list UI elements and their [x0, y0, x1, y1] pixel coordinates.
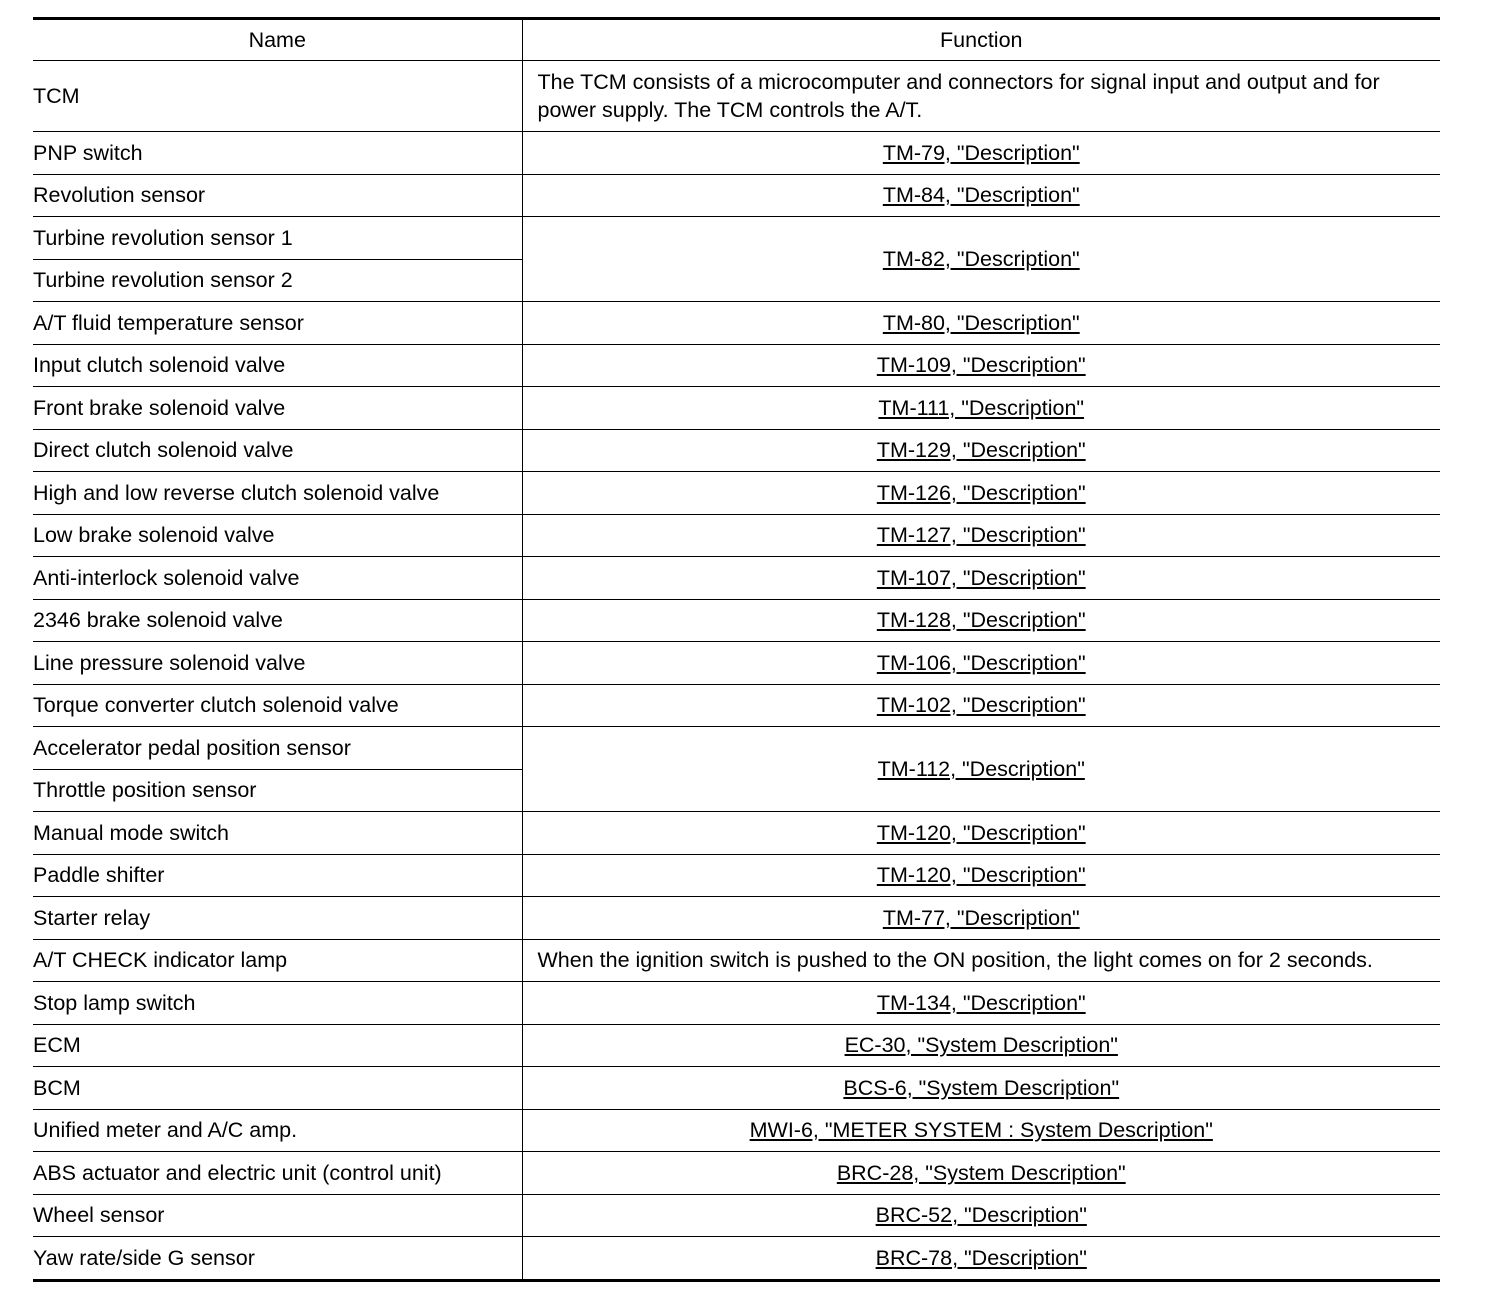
function-cell: [522, 514, 1440, 557]
reference-link[interactable]: TM-82, "Description": [882, 247, 1080, 271]
table-row: [33, 429, 1440, 472]
table-row: [33, 61, 1440, 132]
component-name: ECM: [33, 1024, 522, 1067]
table-header-row: [33, 19, 1440, 61]
table-row: [33, 897, 1440, 940]
component-name: Front brake solenoid valve: [33, 387, 522, 430]
table-row: [33, 557, 1440, 600]
component-name: Starter relay: [33, 897, 522, 940]
reference-link[interactable]: BCS-6, "System Description": [843, 1075, 1120, 1100]
component-name: Line pressure solenoid valve: [33, 642, 522, 685]
component-name: PNP switch: [33, 132, 522, 175]
function-cell: [522, 1109, 1440, 1152]
function-cell: [522, 897, 1440, 940]
component-name: Input clutch solenoid valve: [33, 344, 522, 387]
function-cell: [522, 174, 1440, 217]
reference-link[interactable]: EC-30, "System Description": [844, 1033, 1118, 1058]
column-header-function: Function: [522, 19, 1440, 61]
component-name: A/T fluid temperature sensor: [33, 302, 522, 345]
table-row: [33, 344, 1440, 387]
function-cell: [522, 812, 1440, 855]
table-row: [33, 472, 1440, 515]
function-cell: [522, 344, 1440, 387]
function-cell: [522, 217, 1440, 302]
component-name: Manual mode switch: [33, 812, 522, 855]
table-row: [33, 854, 1440, 897]
table-row: [33, 982, 1440, 1025]
component-name: TCM: [33, 61, 522, 132]
table-row: [33, 514, 1440, 557]
component-name: Stop lamp switch: [33, 982, 522, 1025]
component-name: 2346 brake solenoid valve: [33, 599, 522, 642]
reference-link[interactable]: TM-80, "Description": [882, 310, 1080, 335]
table-row: [33, 387, 1440, 430]
component-function-table: [33, 17, 1440, 1282]
reference-link[interactable]: TM-84, "Description": [882, 183, 1080, 208]
function-cell: [522, 1194, 1440, 1237]
component-name: Yaw rate/side G sensor: [33, 1237, 522, 1281]
reference-link[interactable]: TM-126, "Description": [876, 480, 1086, 505]
function-cell: [522, 854, 1440, 897]
reference-link[interactable]: TM-77, "Description": [882, 905, 1080, 930]
function-cell: [522, 1237, 1440, 1281]
reference-link[interactable]: TM-134, "Description": [876, 990, 1086, 1015]
component-name: Turbine revolution sensor 1: [33, 217, 522, 260]
reference-link[interactable]: TM-111, "Description": [878, 395, 1085, 420]
table-row: [33, 217, 1440, 260]
component-name: Unified meter and A/C amp.: [33, 1109, 522, 1152]
reference-link[interactable]: TM-129, "Description": [876, 438, 1086, 463]
table-row: [33, 1152, 1440, 1195]
component-name: ABS actuator and electric unit (control unit): [33, 1152, 522, 1195]
function-cell: [522, 472, 1440, 515]
component-name: Revolution sensor: [33, 174, 522, 217]
component-name: Wheel sensor: [33, 1194, 522, 1237]
component-name: Direct clutch solenoid valve: [33, 429, 522, 472]
function-cell: [522, 642, 1440, 685]
function-cell: [522, 132, 1440, 175]
reference-link[interactable]: BRC-52, "Description": [875, 1203, 1087, 1228]
reference-link[interactable]: TM-102, "Description": [876, 693, 1086, 718]
function-cell: [522, 727, 1440, 812]
table-row: [33, 684, 1440, 727]
reference-link[interactable]: MWI-6, "METER SYSTEM : System Description": [749, 1118, 1213, 1143]
table-row: [33, 1237, 1440, 1281]
function-cell: [522, 557, 1440, 600]
component-name: BCM: [33, 1067, 522, 1110]
table-row: [33, 939, 1440, 982]
function-cell: [522, 982, 1440, 1025]
reference-link[interactable]: TM-128, "Description": [876, 608, 1086, 633]
component-name: Low brake solenoid valve: [33, 514, 522, 557]
function-cell: [522, 599, 1440, 642]
function-cell: [522, 684, 1440, 727]
component-name: Torque converter clutch solenoid valve: [33, 684, 522, 727]
reference-link[interactable]: BRC-28, "System Description": [836, 1160, 1126, 1185]
component-name: High and low reverse clutch solenoid valve: [33, 472, 522, 515]
reference-link[interactable]: TM-109, "Description": [876, 353, 1086, 378]
component-name: Paddle shifter: [33, 854, 522, 897]
function-cell: [522, 1024, 1440, 1067]
component-name: A/T CHECK indicator lamp: [33, 939, 522, 982]
function-cell: [522, 302, 1440, 345]
reference-link[interactable]: TM-79, "Description": [882, 140, 1080, 165]
function-text: The TCM consists of a microcomputer and connectors for signal input and output and for power supply. The TCM controls the A/T.: [522, 61, 1440, 132]
function-text: When the ignition switch is pushed to the ON position, the light comes on for 2 seconds.: [522, 939, 1440, 982]
function-cell: [522, 387, 1440, 430]
column-header-name: Name: [33, 19, 522, 61]
reference-link[interactable]: BRC-78, "Description": [875, 1245, 1087, 1270]
reference-link[interactable]: TM-107, "Description": [876, 565, 1086, 590]
table-row: [33, 302, 1440, 345]
table-row: [33, 727, 1440, 770]
table-row: [33, 812, 1440, 855]
reference-link[interactable]: TM-120, "Description": [876, 820, 1086, 845]
reference-link[interactable]: TM-120, "Description": [876, 863, 1086, 888]
table-row: [33, 174, 1440, 217]
table-row: [33, 642, 1440, 685]
function-cell: [522, 1152, 1440, 1195]
table-row: [33, 1024, 1440, 1067]
reference-link[interactable]: TM-112, "Description": [877, 757, 1085, 781]
reference-link[interactable]: TM-106, "Description": [876, 650, 1086, 675]
table-row: [33, 1109, 1440, 1152]
component-name: Anti-interlock solenoid valve: [33, 557, 522, 600]
table-row: [33, 1067, 1440, 1110]
table-row: [33, 132, 1440, 175]
component-name: Turbine revolution sensor 2: [33, 259, 522, 302]
function-cell: [522, 1067, 1440, 1110]
component-name: Throttle position sensor: [33, 769, 522, 812]
table-row: [33, 1194, 1440, 1237]
reference-link[interactable]: TM-127, "Description": [876, 523, 1086, 548]
component-name: Accelerator pedal position sensor: [33, 727, 522, 770]
table-row: [33, 599, 1440, 642]
function-cell: [522, 429, 1440, 472]
